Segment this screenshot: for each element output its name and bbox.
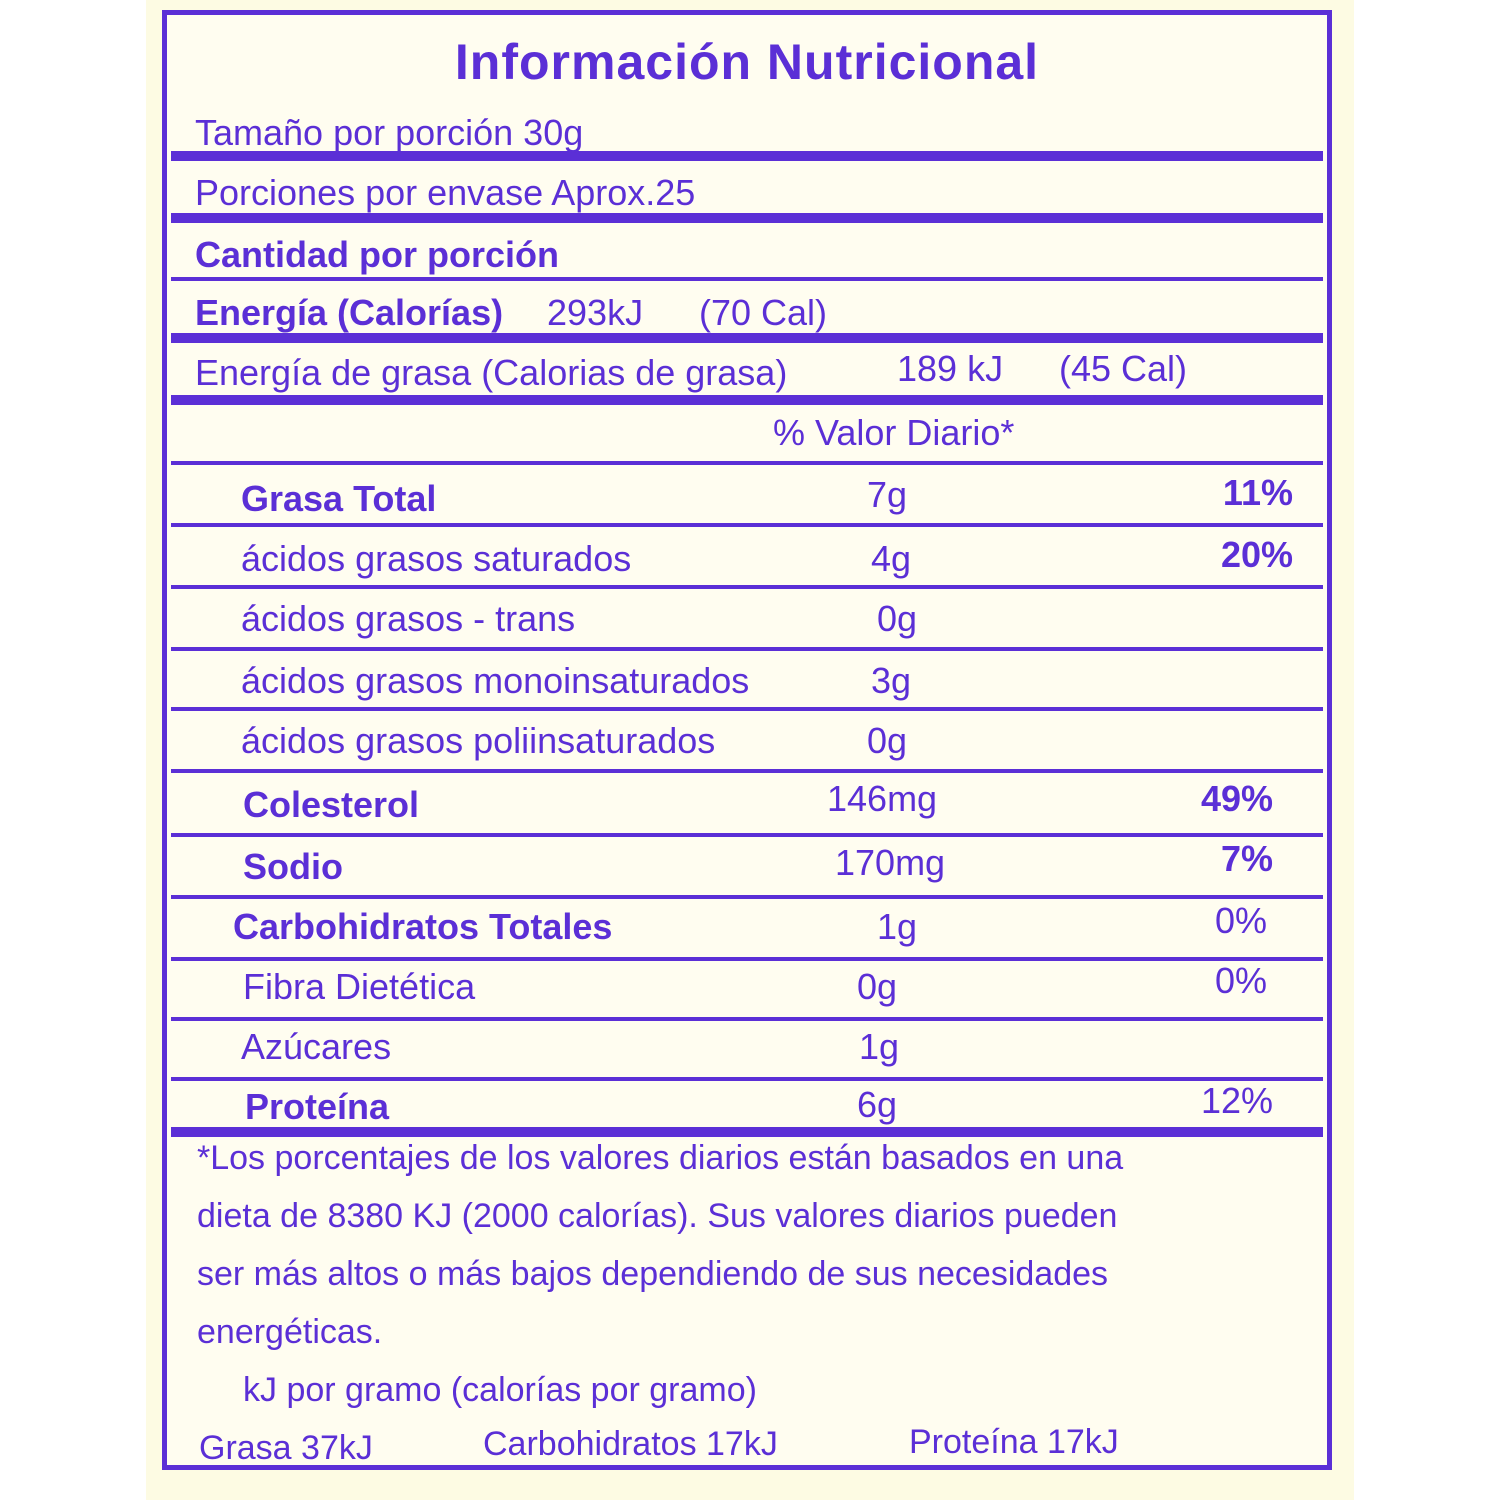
nutrient-name: Azúcares bbox=[241, 1026, 392, 1067]
fat-energy-row bbox=[171, 343, 1323, 405]
nutrient-amount: 0g bbox=[877, 598, 918, 639]
daily-value-header: % Valor Diario* bbox=[773, 412, 1015, 453]
daily-value-header-row bbox=[171, 405, 1323, 465]
fat-kj-per-gram: Grasa 37kJ bbox=[199, 1429, 373, 1467]
serving-size: Tamaño por porción 30g bbox=[195, 112, 584, 153]
fat-energy-cal: (45 Cal) bbox=[1059, 348, 1188, 389]
title-row bbox=[171, 15, 1323, 103]
nutrient-row bbox=[171, 773, 1323, 837]
nutrient-name: Sodio bbox=[243, 846, 343, 887]
nutrient-row bbox=[171, 1021, 1323, 1081]
nutrient-row bbox=[171, 837, 1323, 899]
footnote-line: energéticas. bbox=[197, 1313, 383, 1351]
nutrient-daily-value: 20% bbox=[1220, 534, 1293, 575]
per-gram-header: kJ por gramo (calorías por gramo) bbox=[243, 1371, 757, 1409]
nutrient-daily-value: 11% bbox=[1222, 472, 1293, 513]
protein-kj-per-gram: Proteína 17kJ bbox=[909, 1423, 1119, 1461]
nutrient-amount: 0g bbox=[867, 720, 908, 761]
nutrient-name: ácidos grasos saturados bbox=[241, 538, 632, 579]
nutrient-amount: 170mg bbox=[835, 842, 946, 883]
nutrient-amount: 1g bbox=[859, 1026, 900, 1067]
nutrient-amount: 4g bbox=[871, 538, 912, 579]
nutrient-row bbox=[171, 527, 1323, 589]
nutrient-daily-value: 12% bbox=[1200, 1080, 1273, 1121]
nutrient-name: ácidos grasos poliinsaturados bbox=[241, 720, 716, 761]
footnote-line: dieta de 8380 KJ (2000 calorías). Sus valores diarios pueden bbox=[197, 1197, 1118, 1235]
energy-kj: 293kJ bbox=[547, 292, 644, 333]
nutrient-amount: 6g bbox=[857, 1084, 898, 1125]
footnote-line: *Los porcentajes de los valores diarios están basados en una bbox=[197, 1139, 1124, 1177]
amount-per-serving-row bbox=[171, 223, 1323, 281]
serving-size-row bbox=[171, 103, 1323, 161]
nutrient-name: Fibra Dietética bbox=[243, 966, 476, 1007]
nutrient-row bbox=[171, 465, 1323, 527]
nutrient-amount: 3g bbox=[871, 660, 912, 701]
nutrient-daily-value: 49% bbox=[1200, 778, 1273, 819]
energy-label: Energía (Calorías) bbox=[195, 292, 504, 333]
nutrient-daily-value: 0% bbox=[1214, 960, 1267, 1001]
servings-per-container-row bbox=[171, 161, 1323, 223]
nutrient-name: Colesterol bbox=[243, 784, 420, 825]
nutrient-daily-value: 7% bbox=[1220, 838, 1273, 879]
nutrient-amount: 7g bbox=[867, 474, 908, 515]
footnote-line: ser más altos o más bajos dependiendo de sus necesidades bbox=[197, 1255, 1109, 1293]
nutrient-row bbox=[171, 1081, 1323, 1137]
nutrient-name: ácidos grasos - trans bbox=[241, 598, 576, 639]
nutrient-row bbox=[171, 711, 1323, 773]
nutrient-name: ácidos grasos monoinsaturados bbox=[241, 660, 750, 701]
nutrient-row bbox=[171, 899, 1323, 961]
nutrient-amount: 1g bbox=[877, 906, 918, 947]
fat-energy-kj: 189 kJ bbox=[897, 348, 1004, 389]
nutrient-name: Proteína bbox=[245, 1086, 390, 1127]
carbs-kj-per-gram: Carbohidratos 17kJ bbox=[483, 1425, 778, 1463]
nutrition-facts-panel bbox=[162, 10, 1332, 1470]
nutrient-name: Carbohidratos Totales bbox=[233, 906, 613, 947]
nutrient-amount: 146mg bbox=[827, 778, 938, 819]
energy-row bbox=[171, 281, 1323, 343]
label-title: Información Nutricional bbox=[454, 34, 1040, 90]
nutrient-amount: 0g bbox=[857, 966, 898, 1007]
nutrient-daily-value: 0% bbox=[1214, 900, 1267, 941]
amount-per-serving: Cantidad por porción bbox=[195, 234, 559, 275]
nutrient-row bbox=[171, 961, 1323, 1021]
nutrient-row bbox=[171, 651, 1323, 711]
servings-per-container: Porciones por envase Aprox.25 bbox=[195, 172, 696, 213]
nutrient-row bbox=[171, 589, 1323, 651]
energy-cal: (70 Cal) bbox=[699, 292, 828, 333]
fat-energy-label: Energía de grasa (Calorias de grasa) bbox=[195, 352, 788, 393]
nutrient-name: Grasa Total bbox=[241, 478, 437, 519]
